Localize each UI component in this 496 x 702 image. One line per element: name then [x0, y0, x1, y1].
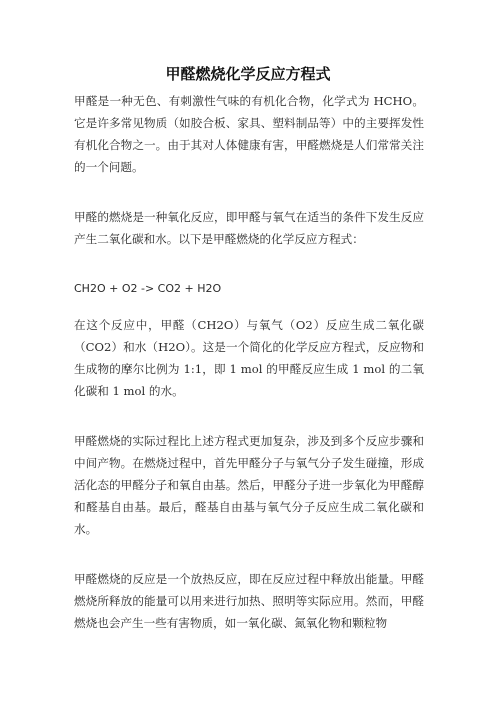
chemical-equation: CH2O + O2 -> CO2 + H2O [74, 282, 222, 295]
paragraph-mechanism: 甲醛燃烧的实际过程比上述方程式更加复杂，涉及到多个反应步骤和中间产物。在燃烧过程中，首先甲醛分子与氧气分子发生碰撞，形成活化态的甲醛分子和氧自由基。然后，甲醛分子进一步氧化为甲醛醇和醛基自由基。最后，醛基自由基与氧气分子反应生成二氧化碳和水。 [74, 434, 424, 536]
paragraph-combustion: 甲醛的燃烧是一种氧化反应，即甲醛与氧气在适当的条件下发生反应产生二氧化碳和水。以下是甲醛燃烧的化学反应方程式： [74, 210, 424, 246]
document-title: 甲醛燃烧化学反应方程式 [165, 65, 331, 83]
paragraph-intro: 甲醛是一种无色、有刺激性气味的有机化合物，化学式为 HCHO。它是许多常见物质（如胶合板、家具、塑料制品等）中的主要挥发性有机化合物之一。由于其对人体健康有害，甲醛燃烧是人们常常关注的一个问题。 [74, 94, 424, 174]
paragraph-exothermic: 甲醛燃烧的反应是一个放热反应，即在反应过程中释放出能量。甲醛燃烧所释放的能量可以用来进行加热、照明等实际应用。然而，甲醛燃烧也会产生一些有害物质，如一氧化碳、氮氧化物和颗粒物 [74, 572, 424, 630]
paragraph-reaction-explanation: 在这个反应中，甲醛（CH2O）与氧气（O2）反应生成二氧化碳（CO2）和水（H2O）。这是一个简化的化学反应方程式，反应物和生成物的摩尔比例为 1:1，即 1 mol 的甲醛反应生成 1 mol 的二氧化碳和 1 mol 的水。 [74, 318, 424, 398]
